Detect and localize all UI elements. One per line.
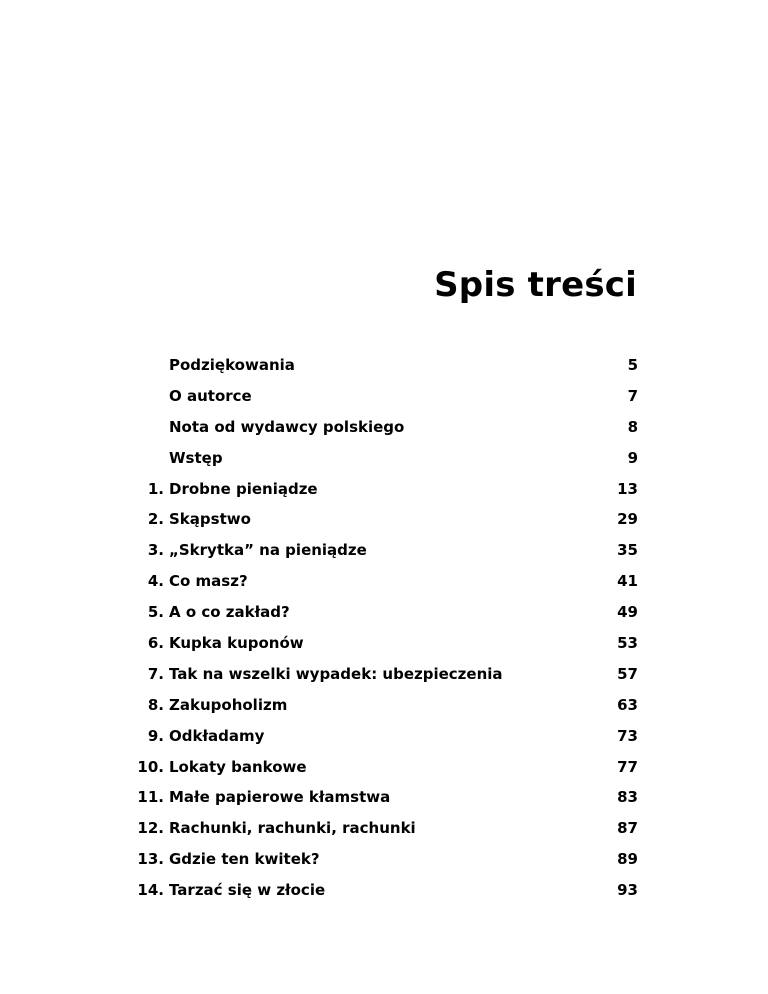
toc-entry[interactable]: [126, 690, 638, 721]
toc-entry[interactable]: [126, 535, 638, 566]
toc-entry-label: Lokaty bankowe: [169, 757, 307, 776]
toc-entry-page: 83: [617, 788, 638, 807]
toc-entry-number: 2.: [147, 510, 164, 529]
toc-entry-page: 7: [627, 386, 638, 405]
toc-entry-page: 5: [627, 356, 638, 374]
toc-entry-page: 89: [617, 850, 638, 869]
toc-entry[interactable]: [126, 381, 638, 412]
toc-entry-page: 63: [617, 695, 638, 714]
toc-entry-number: 7.: [147, 664, 164, 683]
toc-entry-page: 73: [617, 726, 638, 745]
toc-entry-number: 8.: [147, 695, 164, 714]
toc-entry-number: 6.: [147, 634, 164, 653]
toc-entry-label: O autorce: [169, 386, 252, 405]
toc-entry-number: 11.: [137, 788, 164, 807]
toc-entry-page: 8: [627, 417, 638, 436]
toc-entry[interactable]: [126, 566, 638, 597]
toc-entry[interactable]: [126, 659, 638, 690]
toc-entry-number: 9.: [147, 726, 164, 745]
toc-entry[interactable]: [126, 875, 638, 906]
toc-entry[interactable]: [126, 597, 638, 628]
toc-entry[interactable]: [126, 504, 638, 535]
toc-entry[interactable]: [126, 628, 638, 659]
toc-entry[interactable]: [126, 350, 638, 381]
toc-entry-number: 13.: [137, 850, 164, 869]
toc-entry-number: 5.: [147, 603, 164, 622]
toc-entry-page: 87: [617, 819, 638, 838]
toc-entry-page: 29: [617, 510, 638, 529]
toc-entry-number: 4.: [147, 572, 164, 591]
toc-entry[interactable]: [126, 844, 638, 875]
toc-entry-page: 9: [627, 448, 638, 467]
toc-entry[interactable]: [126, 782, 638, 813]
toc-entry-label: Rachunki, rachunki, rachunki: [169, 819, 416, 838]
toc-entry-number: 12.: [137, 819, 164, 838]
toc-entry[interactable]: [126, 474, 638, 505]
toc-entry-page: 53: [617, 634, 638, 653]
toc-entry[interactable]: [126, 813, 638, 844]
toc-entry-page: 35: [617, 541, 638, 560]
toc-entry[interactable]: [126, 412, 638, 443]
toc-entry-label: Małe papierowe kłamstwa: [169, 788, 391, 807]
toc-entry-label: Odkładamy: [169, 726, 265, 745]
toc-entry-label: A o co zakład?: [169, 603, 290, 622]
toc-entry-label: Skąpstwo: [169, 510, 251, 529]
toc-entry-label: Tak na wszelki wypadek: ubezpieczenia: [169, 664, 503, 683]
toc-entry[interactable]: [126, 721, 638, 752]
toc-entry-label: „Skrytka” na pieniądze: [169, 541, 367, 560]
toc-entry-label: Wstęp: [169, 448, 223, 467]
toc-entry-page: 13: [617, 479, 638, 498]
page-title: Spis treści: [434, 265, 637, 305]
toc-entry-page: 41: [617, 572, 638, 591]
toc-entry-page: 57: [617, 664, 638, 683]
toc-entry-page: 49: [617, 603, 638, 622]
toc-entry[interactable]: [126, 752, 638, 783]
table-of-contents: [126, 350, 638, 906]
toc-entry-label: Co masz?: [169, 572, 248, 591]
toc-entry-number: 3.: [147, 541, 164, 560]
toc-entry-number: 1.: [147, 479, 164, 498]
toc-entry-label: Drobne pieniądze: [169, 479, 318, 498]
toc-entry-label: Kupka kuponów: [169, 634, 304, 653]
toc-entry-number: 10.: [137, 757, 164, 776]
toc-entry-number: 14.: [137, 881, 164, 900]
toc-entry-label: Tarzać się w złocie: [169, 881, 326, 900]
toc-entry-label: Gdzie ten kwitek?: [169, 850, 320, 869]
toc-entry-label: Nota od wydawcy polskiego: [169, 417, 405, 436]
toc-entry-label: Zakupoholizm: [169, 695, 288, 714]
toc-entry-page: 93: [617, 881, 638, 900]
toc-entry-page: 77: [617, 757, 638, 776]
toc-entry-label: Podziękowania: [169, 356, 295, 374]
toc-entry[interactable]: [126, 443, 638, 474]
